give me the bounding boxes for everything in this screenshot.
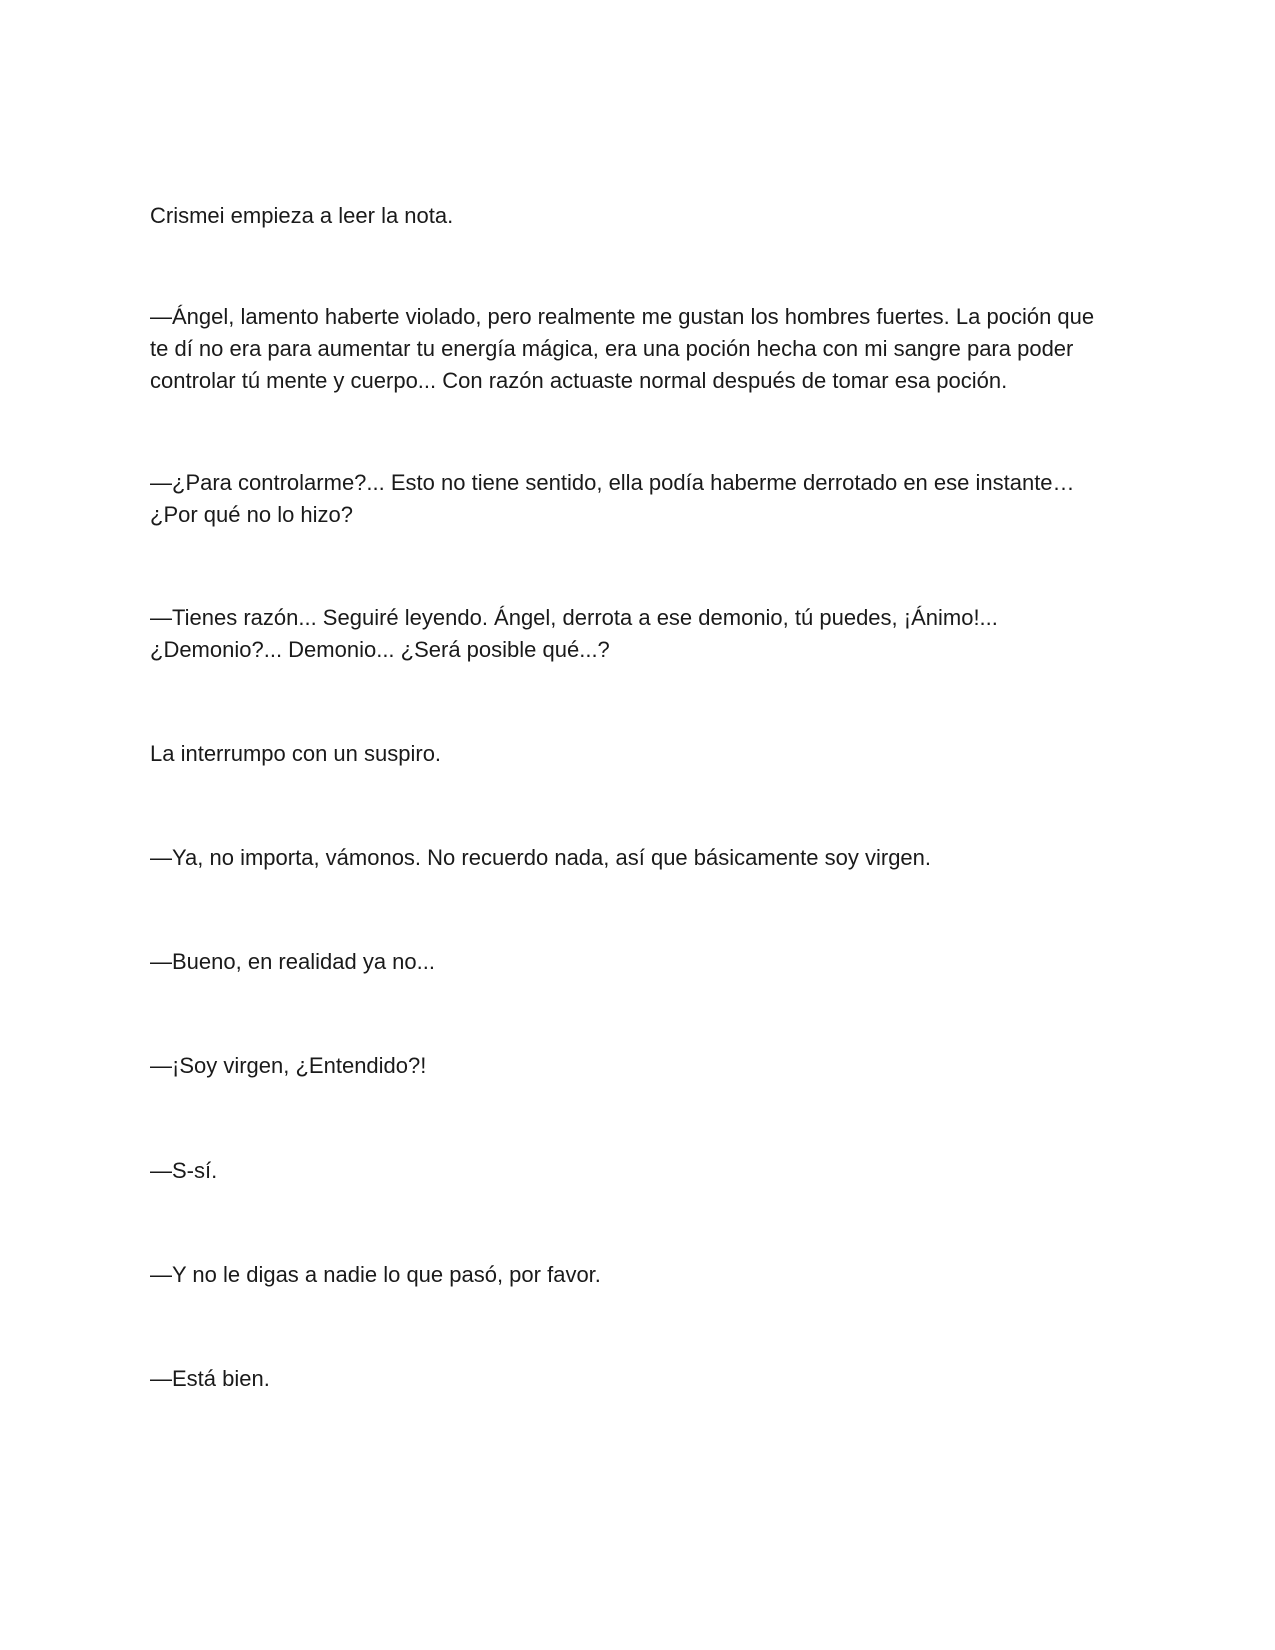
- paragraph-10: [150, 1259, 1140, 1291]
- paragraph-2: [150, 301, 1140, 397]
- text-line: —Está bien.: [150, 1366, 270, 1391]
- text-line: —Ya, no importa, vámonos. No recuerdo nada, así que básicamente soy virgen.: [150, 845, 932, 870]
- text-line: —Ángel, lamento haberte violado, pero realmente me gustan los hombres fuertes. La poción que: [150, 304, 1095, 329]
- text-line: controlar tú mente y cuerpo... Con razón actuaste normal después de tomar esa poción.: [150, 368, 1008, 393]
- paragraph-4: [150, 602, 1140, 666]
- text-line: ¿Por qué no lo hizo?: [150, 502, 354, 527]
- text-line: —¿Para controlarme?... Esto no tiene sentido, ella podía haberme derrotado en ese instante…: [150, 470, 1075, 495]
- text-line: ¿Demonio?... Demonio... ¿Será posible qué...?: [150, 637, 610, 662]
- paragraph-6: [150, 842, 1140, 874]
- text-line: —¡Soy virgen, ¿Entendido?!: [150, 1053, 427, 1078]
- text-line: te dí no era para aumentar tu energía mágica, era una poción hecha con mi sangre para poder: [150, 336, 1074, 361]
- paragraph-11: [150, 1363, 1140, 1395]
- paragraph-7: [150, 946, 1140, 978]
- text-line: Crismei empieza a leer la nota.: [150, 203, 454, 228]
- text-line: —Tienes razón... Seguiré leyendo. Ángel, derrota a ese demonio, tú puedes, ¡Ánimo!...: [150, 605, 998, 630]
- text-line: —Y no le digas a nadie lo que pasó, por favor.: [150, 1262, 601, 1287]
- paragraph-5: [150, 738, 1140, 770]
- paragraph-8: [150, 1050, 1140, 1082]
- paragraph-9: [150, 1155, 1140, 1187]
- text-line: —Bueno, en realidad ya no...: [150, 949, 435, 974]
- text-line: —S-sí.: [150, 1158, 218, 1183]
- paragraph-3: [150, 467, 1140, 531]
- paragraph-1: [150, 200, 1140, 232]
- text-line: La interrumpo con un suspiro.: [150, 741, 442, 766]
